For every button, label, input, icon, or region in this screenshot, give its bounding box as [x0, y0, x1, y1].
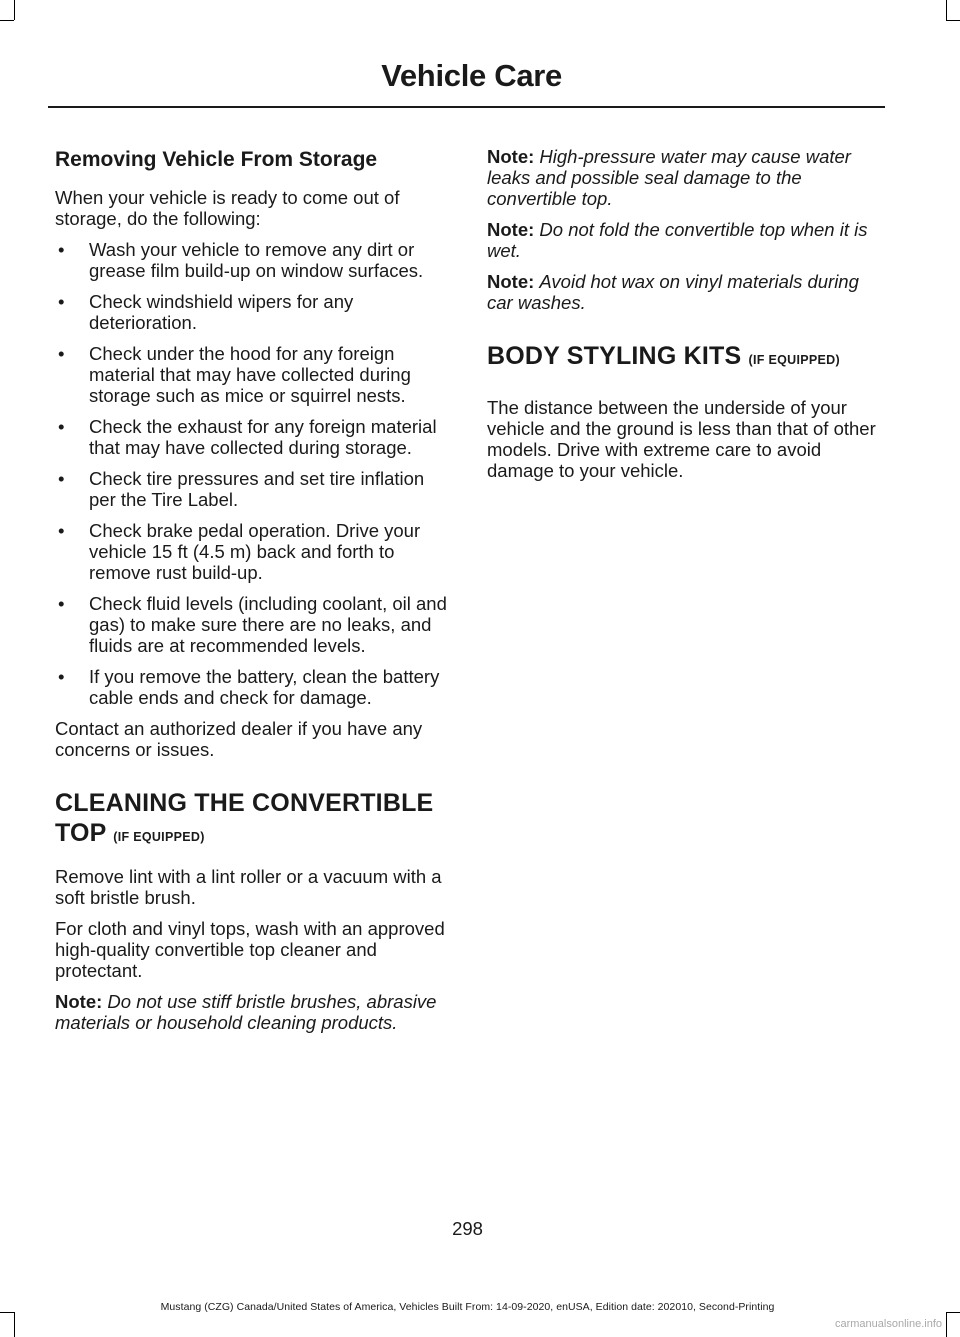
left-column: [55, 146, 447, 1043]
list-item: • Wash your vehicle to remove any dirt or grease film build-up on window surfaces.: [58, 239, 424, 281]
crop-mark: [0, 20, 14, 21]
bullet-icon: •: [58, 666, 65, 687]
crop-mark: [946, 1312, 960, 1313]
bullet-icon: •: [58, 520, 65, 541]
crop-mark: [946, 0, 947, 20]
list-item: • Check tire pressures and set tire inflation per the Tire Label.: [58, 468, 425, 510]
crop-mark: [14, 0, 15, 20]
body-styling-heading: BODY STYLING KITS (IF EQUIPPED): [487, 342, 840, 370]
header-divider: [48, 106, 885, 108]
bullet-icon: •: [58, 593, 65, 614]
note-label: Note:: [487, 146, 535, 167]
convertible-paragraph-wash: For cloth and vinyl tops, wash with an approved high-quality convertible top cleaner and protectant.: [55, 918, 445, 981]
removing-storage-heading: Removing Vehicle From Storage: [55, 148, 378, 171]
crop-mark: [14, 1312, 15, 1337]
right-column: [487, 146, 879, 491]
removing-intro: When your vehicle is ready to come out of storage, do the following:: [55, 187, 400, 229]
page-title: Vehicle Care: [381, 58, 562, 93]
note-high-pressure: Note: High-pressure water may cause water leaks and possible seal damage to the convertible top.: [487, 146, 851, 209]
storage-checklist: [55, 239, 447, 708]
note-do-not-fold: Note: Do not fold the convertible top when it is wet.: [487, 219, 868, 261]
note-label: Note:: [55, 991, 103, 1012]
list-item: • Check under the hood for any foreign material that may have collected during storage such as mice or squirrel nests.: [58, 343, 411, 406]
note-stiff-brushes: Note: Do not use stiff bristle brushes, abrasive materials or household cleaning products.: [55, 991, 437, 1033]
list-item: • Check windshield wipers for any deterioration.: [58, 291, 354, 333]
crop-mark: [946, 20, 960, 21]
if-equipped-qualifier: (IF EQUIPPED): [113, 830, 205, 844]
list-item: • Check fluid levels (including coolant, oil and gas) to make sure there are no leaks, and fluids are at recommended levels.: [58, 593, 447, 656]
body-styling-text: The distance between the underside of your vehicle and the ground is less than that of other models. Drive with extreme care to avoid damage to your vehicle.: [487, 397, 876, 481]
page-number: 298: [452, 1218, 483, 1239]
watermark: carmanualsonline.info: [834, 1318, 942, 1330]
bullet-icon: •: [58, 468, 65, 489]
list-item: • Check the exhaust for any foreign material that may have collected during storage.: [58, 416, 437, 458]
bullet-icon: •: [58, 291, 65, 312]
note-label: Note:: [487, 219, 535, 240]
bullet-icon: •: [58, 239, 65, 260]
if-equipped-qualifier: (IF EQUIPPED): [748, 353, 840, 367]
contact-dealer-text: Contact an authorized dealer if you have any concerns or issues.: [55, 718, 423, 760]
list-item: • Check brake pedal operation. Drive your vehicle 15 ft (4.5 m) back and forth to remove rust build-up.: [58, 520, 421, 583]
list-item: • If you remove the battery, clean the battery cable ends and check for damage.: [58, 666, 440, 708]
convertible-top-heading: CLEANING THE CONVERTIBLE TOP (IF EQUIPPED): [55, 789, 434, 847]
footer-info: Mustang (CZG) Canada/United States of America, Vehicles Built From: 14-09-2020, enUSA, Edition date: 202010, Second-Printing: [160, 1301, 775, 1313]
bullet-icon: •: [58, 343, 65, 364]
bullet-icon: •: [58, 416, 65, 437]
note-label: Note:: [487, 271, 535, 292]
note-hot-wax: Note: Avoid hot wax on vinyl materials during car washes.: [487, 271, 859, 313]
convertible-paragraph-lint: Remove lint with a lint roller or a vacuum with a soft bristle brush.: [55, 866, 442, 908]
crop-mark: [946, 1312, 947, 1337]
